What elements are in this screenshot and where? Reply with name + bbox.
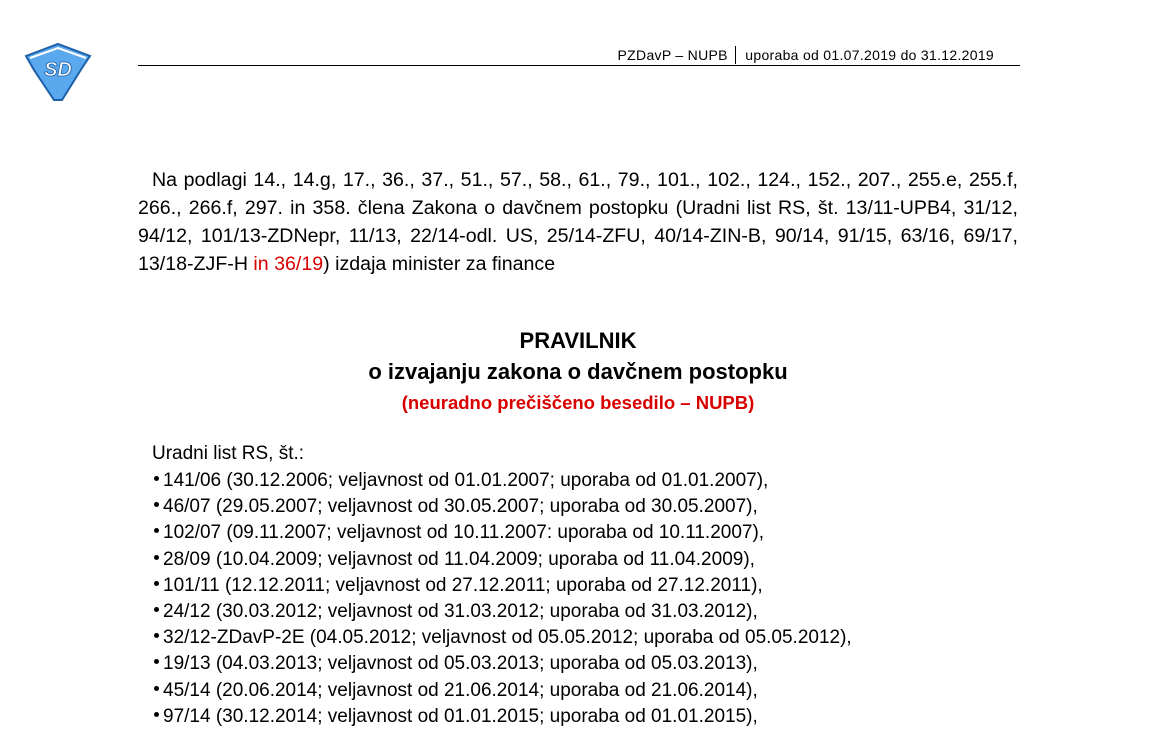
list-item bbox=[152, 494, 852, 520]
svg-text:SD: SD bbox=[44, 59, 72, 81]
preamble-amendment: in 36/19 bbox=[253, 253, 324, 275]
bullet-icon bbox=[154, 607, 159, 612]
list-item bbox=[152, 625, 852, 651]
bullet-icon bbox=[154, 686, 159, 691]
document-status-note: (neuradno prečiščeno besedilo – NUPB) bbox=[401, 392, 755, 413]
list-item-text: 141/06 (30.12.2006; veljavnost od 01.01.2007; uporaba od 01.01.2007), bbox=[163, 470, 769, 491]
bullet-icon bbox=[154, 476, 159, 481]
list-item bbox=[152, 704, 852, 730]
list-item-text: 97/14 (30.12.2014; veljavnost od 01.01.2015; uporaba od 01.01.2015), bbox=[163, 705, 758, 727]
list-item bbox=[152, 678, 852, 704]
bullet-icon bbox=[154, 528, 159, 533]
list-item-text: 19/13 (04.03.2013; veljavnost od 05.03.2013; uporaba od 05.03.2013), bbox=[163, 653, 758, 675]
list-item bbox=[152, 547, 852, 573]
list-item-text: 45/14 (20.06.2014; veljavnost od 21.06.2014; uporaba od 21.06.2014), bbox=[163, 679, 758, 701]
sd-logo-icon bbox=[22, 40, 94, 104]
list-item-text: 102/07 (09.11.2007; veljavnost od 10.11.2007: uporaba od 10.11.2007), bbox=[163, 522, 765, 544]
gazette-label: Uradni list RS, št.: bbox=[152, 443, 305, 464]
list-item bbox=[152, 573, 852, 599]
list-item bbox=[152, 520, 852, 546]
preamble-paragraph bbox=[138, 166, 1018, 278]
bullet-icon bbox=[154, 581, 159, 586]
bullet-icon bbox=[154, 659, 159, 664]
list-item-text: 28/09 (10.04.2009; veljavnost od 11.04.2009; uporaba od 11.04.2009), bbox=[163, 548, 755, 570]
list-item bbox=[152, 599, 852, 625]
list-item-text: 101/11 (12.12.2011; veljavnost od 27.12.2011; uporaba od 27.12.2011), bbox=[163, 574, 763, 596]
doc-code: PZDavP – NUPB bbox=[617, 47, 728, 63]
page-header bbox=[138, 46, 1020, 66]
list-item-text: 24/12 (30.03.2012; veljavnost od 31.03.2012; uporaba od 31.03.2012), bbox=[163, 601, 758, 623]
bullet-icon bbox=[154, 555, 159, 560]
validity-period: uporaba od 01.07.2019 do 31.12.2019 bbox=[745, 47, 994, 63]
bullet-icon bbox=[154, 633, 159, 638]
gazette-list bbox=[152, 468, 852, 730]
preamble-text: Na podlagi 14., 14.g, 17., 36., 37., 51., 57., 58., 61., 79., 101., 102., 124., 152., 207., 255.e, 255.f, 266., 266.f, 297. in 358. člena Zakona o davčnem postopku (Uradni list RS, št. 13/11-UPB4, 31/12, 94/12, 101/13-ZDNepr, 11/13, 22/14-odl. US, 25/14-ZFU, 40/14-ZIN-B, 90/14, 91/15, 63/16, 69/17, 13/18-ZJF-H bbox=[138, 169, 1018, 275]
bullet-icon bbox=[154, 502, 159, 507]
preamble-end: ) izdaja minister za finance bbox=[323, 253, 556, 275]
bullet-icon bbox=[154, 712, 159, 717]
document-subtitle: o izvajanju zakona o davčnem postopku bbox=[368, 359, 788, 384]
header-divider bbox=[735, 46, 737, 64]
list-item bbox=[152, 651, 852, 677]
list-item-text: 46/07 (29.05.2007; veljavnost od 30.05.2007; uporaba od 30.05.2007), bbox=[163, 496, 758, 518]
document-title: PRAVILNIK bbox=[519, 328, 637, 353]
list-item bbox=[152, 468, 852, 494]
list-item-text: 32/12-ZDavP-2E (04.05.2012; veljavnost od 05.05.2012; uporaba od 05.05.2012), bbox=[163, 627, 852, 649]
